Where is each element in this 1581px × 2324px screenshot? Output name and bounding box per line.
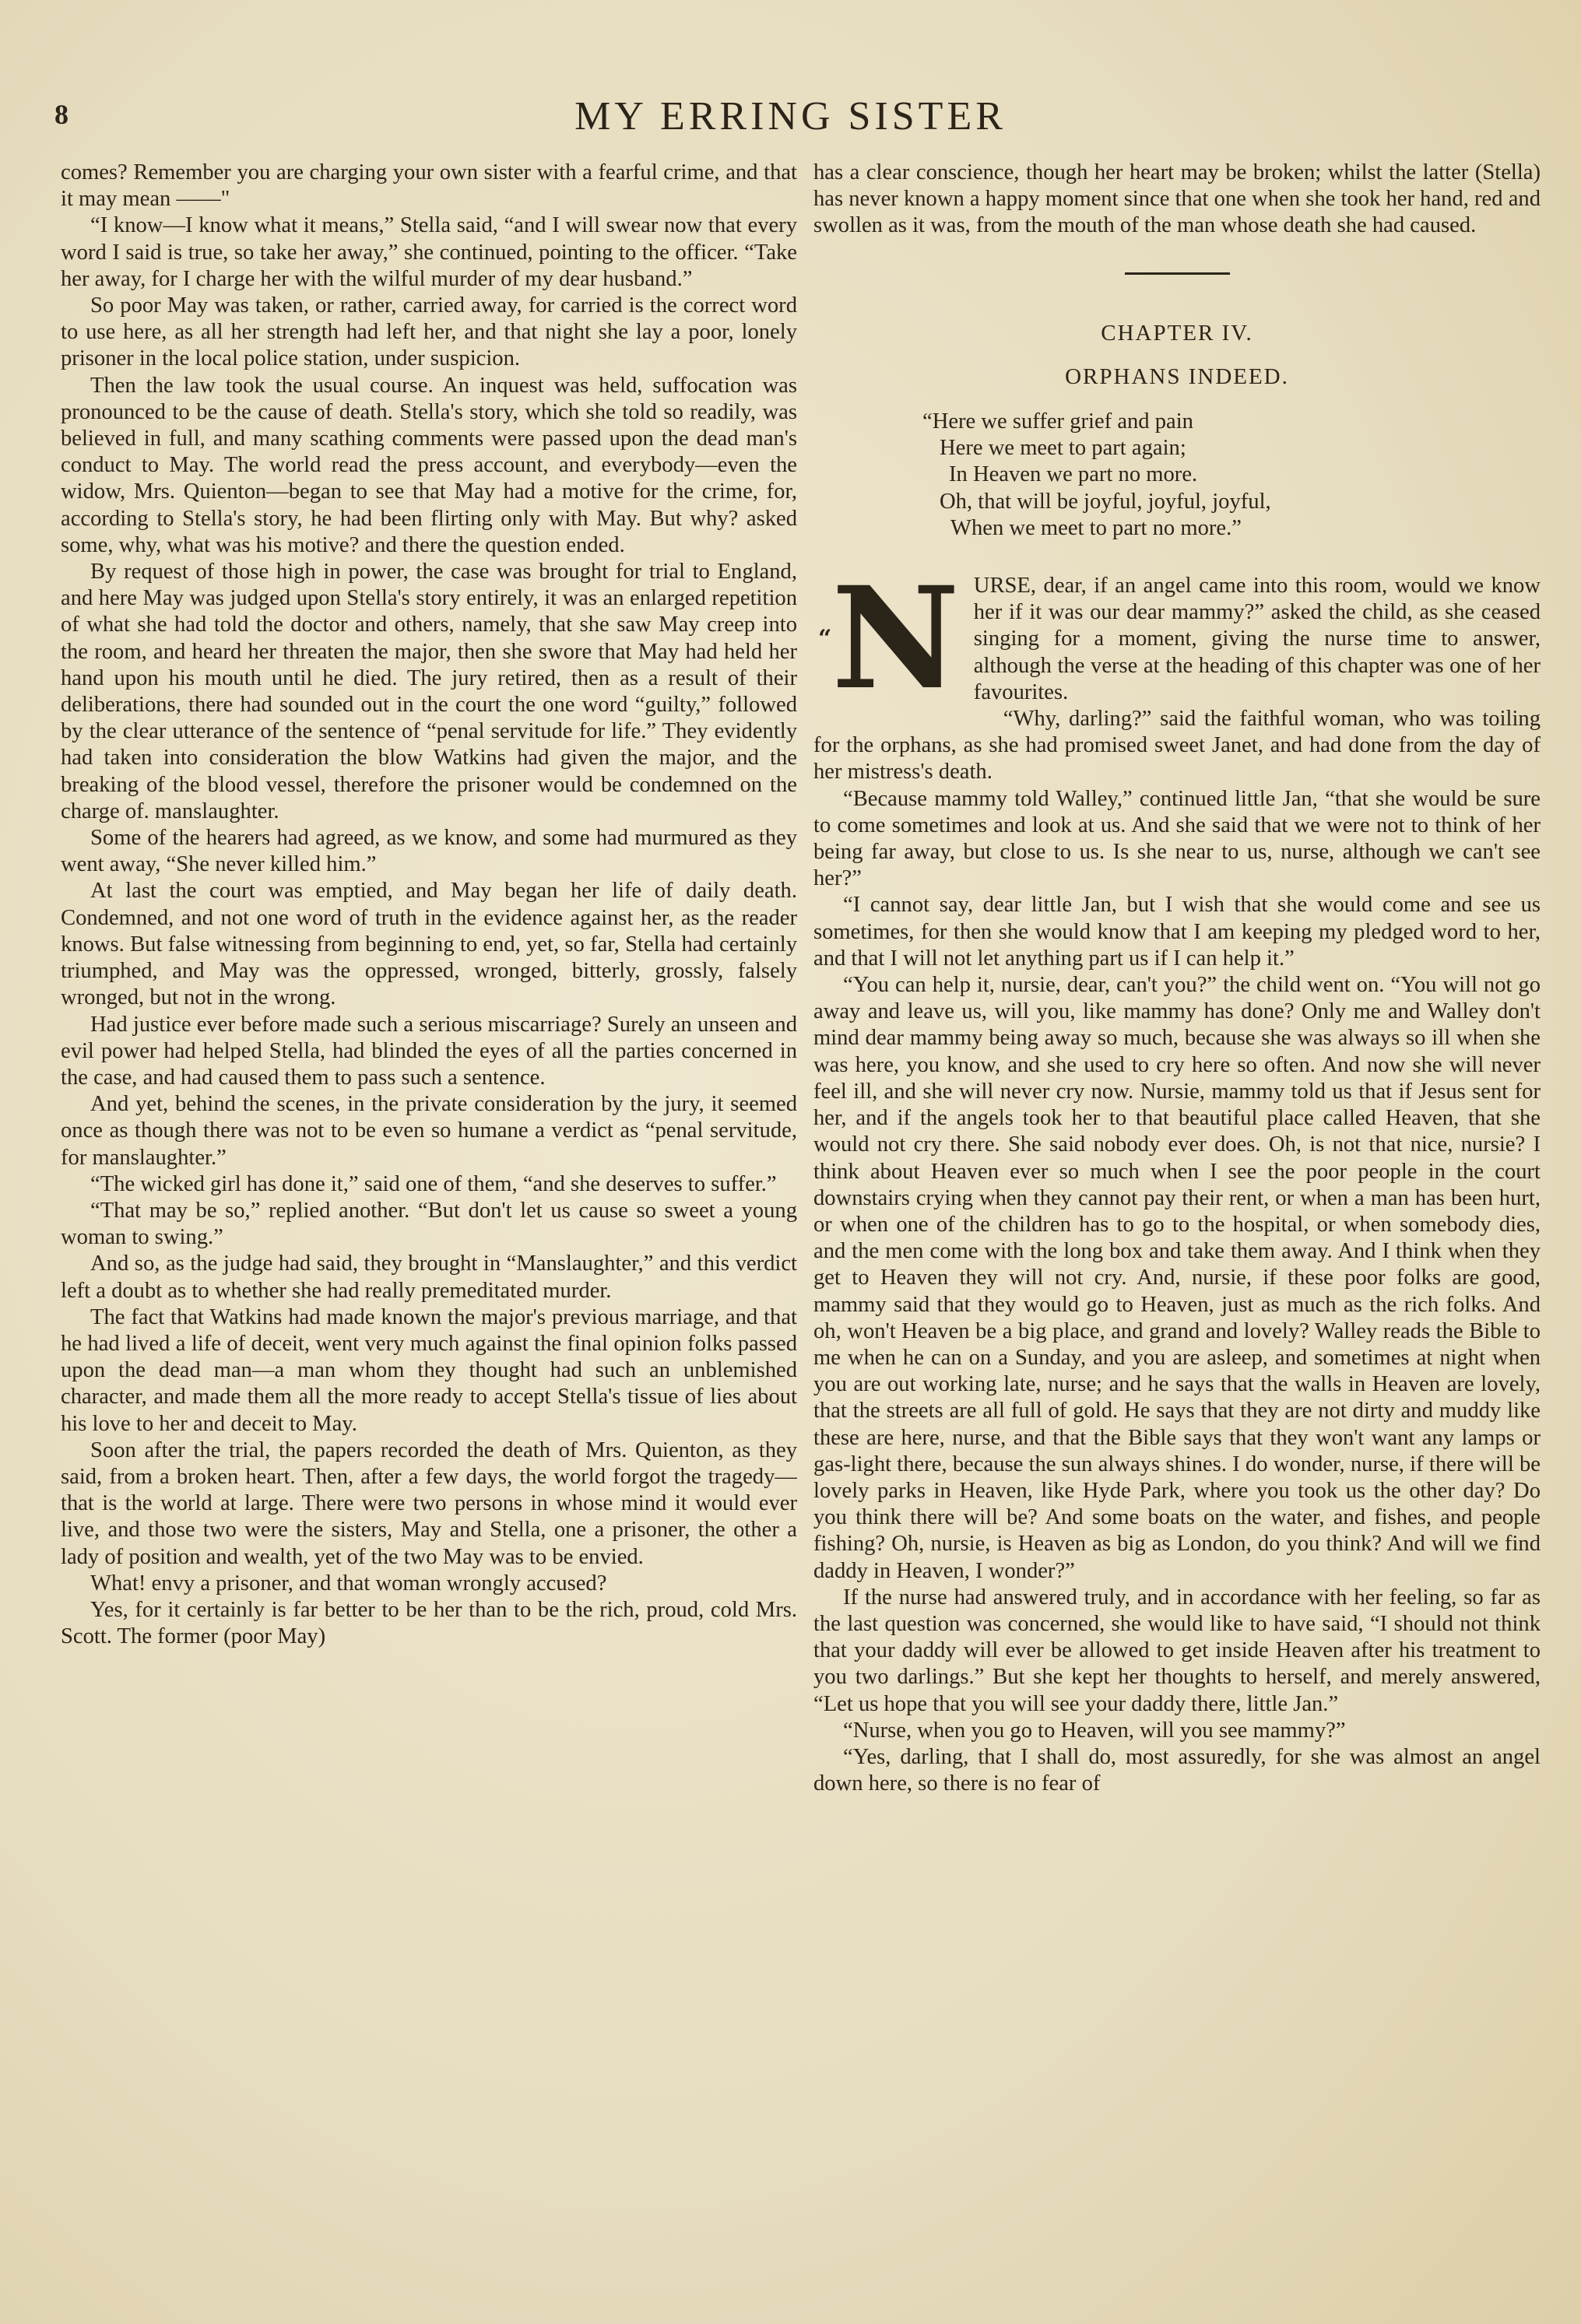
paragraph: The fact that Watkins had made known the major's previous marriage, and that he had lived a life of deceit, went very much against the final opinion folks passed upon the dead man—a man whom they thought had such an unblemished character, and made them all the more ready to accept Stella's tissue of lies about his love to her and deceit to May. bbox=[61, 1304, 797, 1436]
poem-line: When we meet to part no more.” bbox=[950, 515, 1242, 540]
page-number: 8 bbox=[54, 99, 69, 130]
running-title: MY ERRING SISTER bbox=[574, 94, 1007, 139]
poem-line: In Heaven we part no more. bbox=[949, 462, 1198, 487]
running-header bbox=[0, 93, 1581, 148]
paragraph: So poor May was taken, or rather, carried away, for carried is the correct word to use here, as all her strength had left her, and that night she lay a poor, lonely prisoner in the local police station, under suspicion. bbox=[61, 293, 797, 371]
drop-cap-letter: N bbox=[831, 556, 960, 721]
paragraph: comes? Remember you are charging your own sister with a fearful crime, and that it may mean ——" bbox=[61, 160, 797, 212]
section-divider bbox=[1125, 272, 1230, 275]
poem-line: Oh, that will be joyful, joyful, joyful, bbox=[940, 489, 1271, 514]
paragraph: Soon after the trial, the papers recorded the death of Mrs. Quienton, as they said, from a broken heart. Then, after a few days, the world forgot the tragedy—that is the world at large. There were two persons in whose mind it would ever live, and those two were the sisters, May and Stella, one a prisoner, the other a lady of position and wealth, yet of the two May was to be envied. bbox=[61, 1438, 797, 1569]
right-column bbox=[813, 160, 1541, 2277]
paragraph: What! envy a prisoner, and that woman wrongly accused? bbox=[90, 1571, 607, 1596]
left-column bbox=[61, 160, 797, 2277]
paragraph: “Nurse, when you go to Heaven, will you see mammy?” bbox=[843, 1718, 1346, 1743]
paragraph: Yes, for it certainly is far better to be her than to be the rich, proud, cold Mrs. Scott. The former (poor May) bbox=[61, 1597, 797, 1649]
poem-line: Here we meet to part again; bbox=[940, 436, 1186, 461]
chapter-title: ORPHANS INDEED. bbox=[1065, 363, 1289, 389]
paragraph: And so, as the judge had said, they brought in “Manslaughter,” and this verdict left a doubt as to whether she had really premeditated murder. bbox=[61, 1252, 797, 1303]
paragraph: “That may be so,” replied another. “But don't let us cause so sweet a young woman to swing.” bbox=[61, 1198, 797, 1250]
paragraph: “Because mammy told Walley,” continued little Jan, “that she would be sure to come sometimes and look at us. And she said that we were not to think of her being far away, but close to us. Is she near to us, nurse, although we can't see her?” bbox=[813, 786, 1541, 891]
epigraph-poem bbox=[922, 409, 1541, 542]
poem-line: “Here we suffer grief and pain bbox=[922, 409, 1193, 434]
paragraph: If the nurse had answered truly, and in accordance with her feeling, so far as the last question was concerned, she would like to have said, “I should not think that your daddy will ever be allowed to get inside Heaven after his treatment to you two darlings.” But she kept her thoughts to herself, and merely answered, “Let us hope that you will see your daddy there, little Jan.” bbox=[813, 1585, 1541, 1716]
paragraph: “I cannot say, dear little Jan, but I wish that she would come and see us sometimes, for then she would know that I am keeping my pledged word to her, and that I will not let anything part us if I can help it.” bbox=[813, 893, 1541, 971]
drop-cap bbox=[818, 556, 960, 721]
paragraph: has a clear conscience, though her heart may be broken; whilst the latter (Stella) has never known a happy moment since that one when she took her hand, red and swollen as it was, from the mouth of the man whose death she had caused. bbox=[813, 160, 1541, 238]
paragraph: And yet, behind the scenes, in the private consideration by the jury, it seemed once as though there was not to be even so humane a verdict as “penal servitude, for manslaughter.” bbox=[61, 1092, 797, 1170]
paragraph: Had justice ever before made such a serious miscarriage? Surely an unseen and evil power had helped Stella, had blinded the eyes of all the parties concerned in the case, and had caused them to pass such a sentence. bbox=[61, 1012, 797, 1090]
opening-paragraph: URSE, dear, if an angel came into this room, would we know her if it was our dear mammy?” asked the child, as she ceased singing for a moment, giving the nurse time to answer, although the verse at the heading of this chapter was one of her favourites. bbox=[973, 574, 1541, 704]
chapter-opening bbox=[813, 556, 1541, 721]
paragraph: At last the court was emptied, and May began her life of daily death. Condemned, and not one word of truth in the evidence against her, as the reader knows. But false witnessing from beginning to end, yet, so far, Stella had certainly triumphed, and May was the oppressed, wronged, bitterly, grossly, falsely wronged, but not in the wrong. bbox=[61, 879, 797, 1010]
paragraph: By request of those high in power, the case was brought for trial to England, and here May was judged upon Stella's story entirely, it was an enlarged repetition of what she had told the doctor and others, namely, that she saw May creep into the room, and heard her threaten the major, then she swore that May had held her hand upon his mouth until he died. The jury retired, then as a result of their deliberations, there had sounded out in the court the one word “guilty,” followed by the clear utterance of the sentence of “penal servitude for life.” They evidently had taken into consideration the blow Watkins had given the major, and the breaking of the blood vessel, therefore the prisoner would be condemned on the charge of. manslaughter. bbox=[61, 560, 797, 823]
paragraph: “You can help it, nursie, dear, can't you?” the child went on. “You will not go away and leave us, will you, like mammy has done? Only me and Walley don't mind dear mammy being away so much, because she was always so ill when she was here, you know, and she used to cry here so often. And now she will never feel ill, and she will never cry now. Nursie, mammy told us that if Jesus sent for her, and if the angels took her to that beautiful place called Heaven, that she would not cry there. She said nobody ever does. Oh, is not that nice, nursie? I think about Heaven ever so much when I see the poor people in the court downstairs crying when they cannot pay their rent, or when a man has been hurt, or when one of the children has to go to the hospital, or when somebody dies, and the men come with the long box and take them away. And I think when they get to Heaven they will not cry. And, nursie, if these poor folks are good, mammy said that they would go to Heaven, just as much as the rich folks. And oh, won't Heaven be a big place, and grand and lovely? Walley reads the Bible to me when he can on a Sunday, and you are asleep, and sometimes at night when you are out working late, nurse; and he says that the walls in Heaven are lovely, that the streets are all full of gold. He says that they are not dirty and muddy like these are here, nurse, and that the Bible says that they won't want any lamps or gas-light there, because the sun always shines. I do wonder, nurse, if there will be lovely parks in Heaven, like Hyde Park, where you took us the other day? Do you think there will be? And some boats on the water, and fishes, and people fishing? Oh, nursie, is Heaven as big as London, do you think? And will we find daddy in Heaven, I wonder?” bbox=[813, 973, 1541, 1583]
paragraph: “Why, darling?” said the faithful woman, who was toiling for the orphans, as she had promised sweet Janet, and had done from the day of her mistress's death. bbox=[813, 707, 1541, 785]
paragraph: Then the law took the usual course. An inquest was held, suffocation was pronounced to be the cause of death. Stella's story, which she told so readily, was believed in full, and many scathing comments were passed upon the dead man's conduct to May. The world read the press account, and everybody—even the widow, Mrs. Quienton—began to see that May had a motive for the crime, for, according to Stella's story, he had been flirting only with May. But why? asked some, why, what was his motive? and there the question ended. bbox=[61, 373, 797, 557]
paragraph: Some of the hearers had agreed, as we know, and some had murmured as they went away, “She never killed him.” bbox=[61, 826, 797, 877]
paragraph: “Yes, darling, that I shall do, most assuredly, for she was almost an angel down here, so there is no fear of bbox=[813, 1744, 1541, 1796]
chapter-heading: CHAPTER IV. bbox=[1101, 320, 1253, 346]
paragraph: “I know—I know what it means,” Stella said, “and I will swear now that every word I said is true, so take her away,” she continued, pointing to the officer. “Take her away, for I charge her with the wilful murder of my dear husband.” bbox=[61, 213, 797, 291]
paragraph: “The wicked girl has done it,” said one of them, “and she deserves to suffer.” bbox=[90, 1171, 777, 1196]
drop-cap-quote: “ bbox=[818, 625, 832, 653]
